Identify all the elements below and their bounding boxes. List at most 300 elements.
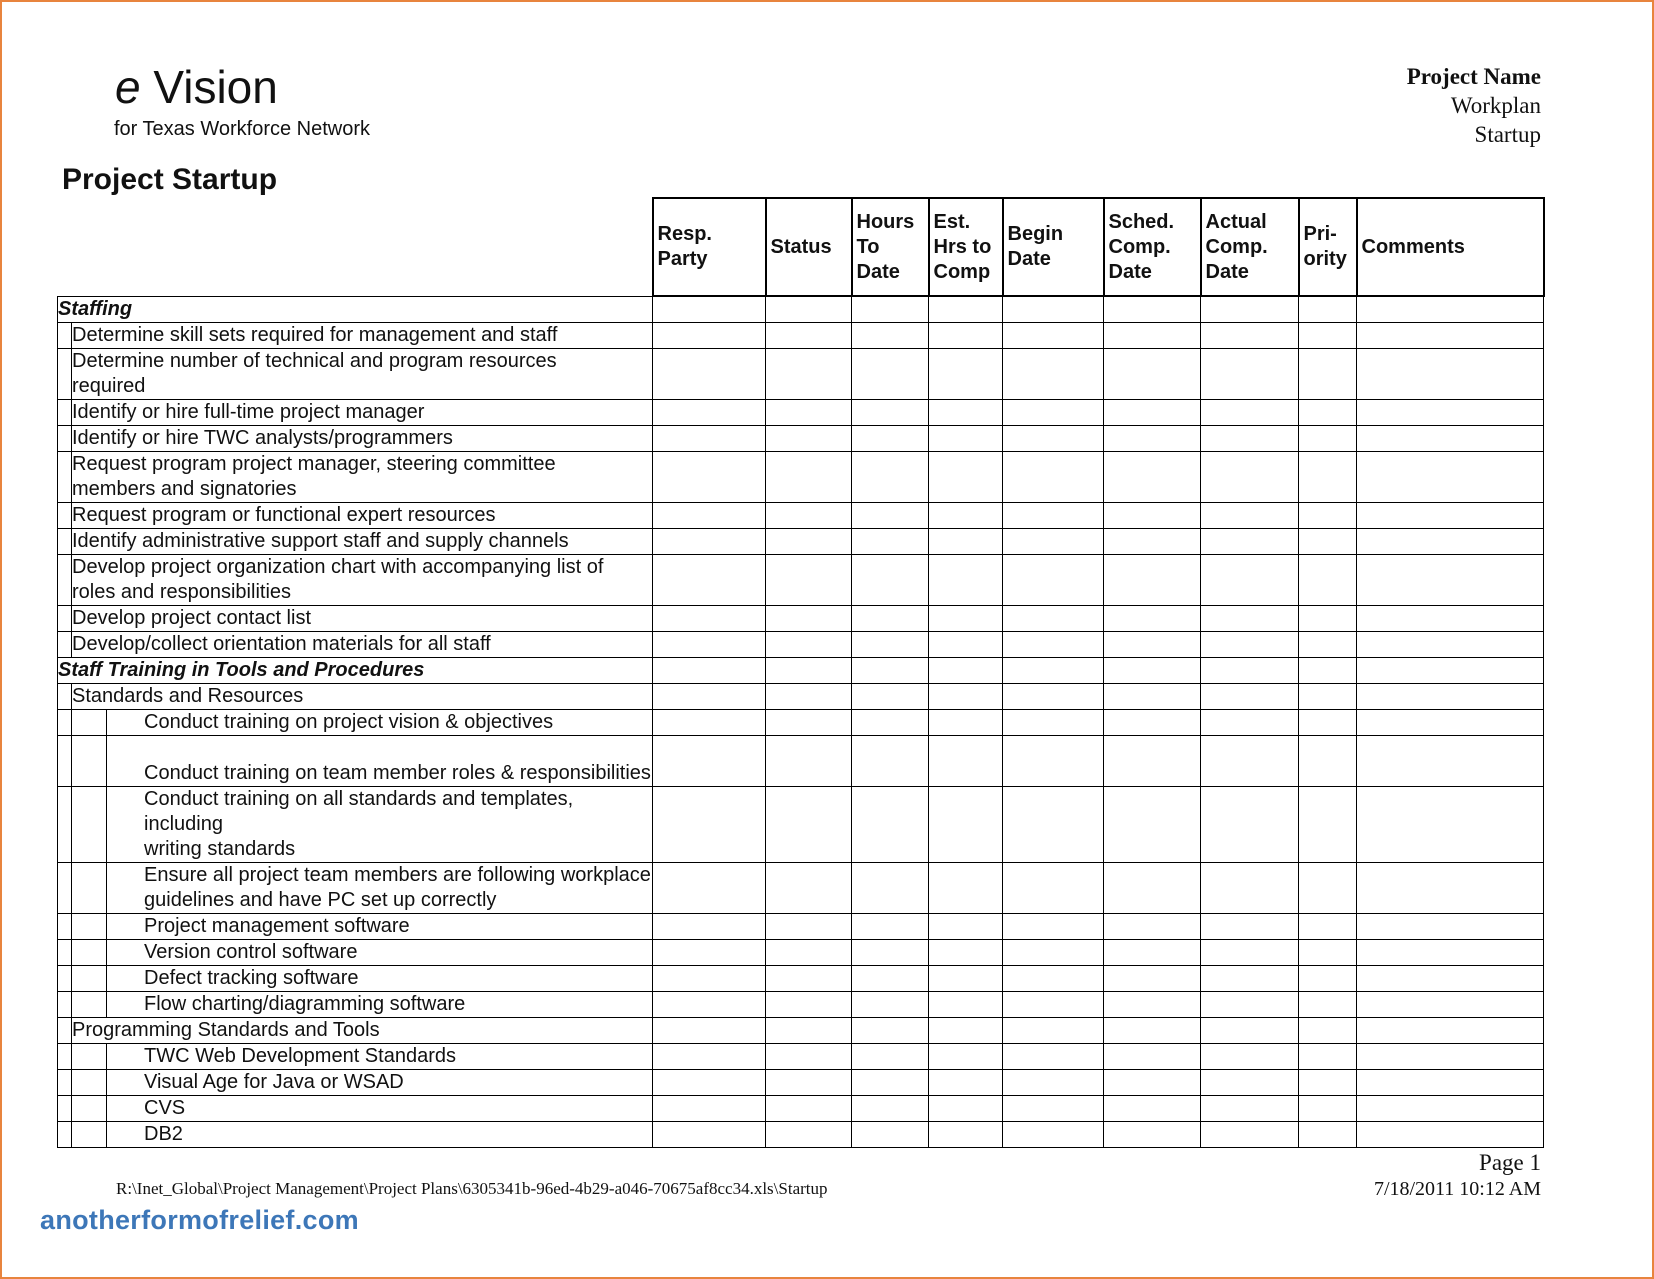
data-cell[interactable]: [1201, 554, 1299, 605]
data-cell[interactable]: [1003, 425, 1104, 451]
task-label-line: Identify or hire full-time project manager: [72, 400, 425, 423]
data-cell[interactable]: [1201, 631, 1299, 657]
data-cell[interactable]: [1299, 735, 1357, 786]
data-cell[interactable]: [852, 451, 929, 502]
data-cell[interactable]: [1357, 657, 1544, 683]
data-cell[interactable]: [929, 631, 1003, 657]
data-cell[interactable]: [1201, 1095, 1299, 1121]
data-cell[interactable]: [1104, 554, 1201, 605]
data-cell[interactable]: [929, 1121, 1003, 1147]
task-label-line: members and signatories: [72, 477, 297, 500]
task-label: [107, 991, 653, 1017]
data-cell[interactable]: [1299, 554, 1357, 605]
data-cell[interactable]: [766, 683, 852, 709]
data-cell[interactable]: [1299, 631, 1357, 657]
data-cell[interactable]: [766, 735, 852, 786]
data-cell[interactable]: [852, 425, 929, 451]
data-cell[interactable]: [1201, 1017, 1299, 1043]
data-cell[interactable]: [1104, 296, 1201, 322]
data-cell[interactable]: [1357, 1121, 1544, 1147]
task-label: [72, 1017, 653, 1043]
data-cell[interactable]: [1299, 965, 1357, 991]
column-header-line: Comp.: [1108, 235, 1171, 258]
task-label: [107, 709, 653, 735]
data-cell[interactable]: [1104, 786, 1201, 862]
data-cell[interactable]: [929, 683, 1003, 709]
task-label: [72, 399, 653, 425]
data-cell[interactable]: [1357, 709, 1544, 735]
data-cell[interactable]: [1201, 1069, 1299, 1095]
data-cell[interactable]: [1104, 528, 1201, 554]
data-cell[interactable]: [1299, 1095, 1357, 1121]
data-cell[interactable]: [1104, 399, 1201, 425]
data-cell[interactable]: [766, 1095, 852, 1121]
data-cell[interactable]: [1003, 1095, 1104, 1121]
data-cell[interactable]: [1299, 786, 1357, 862]
data-cell[interactable]: [1357, 683, 1544, 709]
column-header: [766, 198, 852, 296]
data-cell[interactable]: [929, 786, 1003, 862]
data-cell[interactable]: [1201, 913, 1299, 939]
data-cell[interactable]: [929, 913, 1003, 939]
task-row: [58, 913, 1544, 939]
data-cell[interactable]: [1104, 425, 1201, 451]
data-cell[interactable]: [1201, 991, 1299, 1017]
column-header-line: Sched.: [1108, 210, 1175, 233]
task-label: [107, 913, 653, 939]
data-cell[interactable]: [1201, 657, 1299, 683]
task-row: [58, 605, 1544, 631]
data-cell[interactable]: [1003, 631, 1104, 657]
data-cell[interactable]: [1299, 657, 1357, 683]
data-cell[interactable]: [929, 1017, 1003, 1043]
data-cell[interactable]: [852, 1017, 929, 1043]
task-label: [107, 862, 653, 913]
data-cell[interactable]: [1104, 502, 1201, 528]
data-cell[interactable]: [766, 296, 852, 322]
task-row: [58, 939, 1544, 965]
indent-cell: [58, 528, 72, 554]
data-cell[interactable]: [929, 528, 1003, 554]
task-label: [72, 348, 653, 399]
data-cell[interactable]: [1104, 1043, 1201, 1069]
data-cell[interactable]: [1201, 322, 1299, 348]
data-cell[interactable]: [852, 502, 929, 528]
data-cell[interactable]: [653, 939, 766, 965]
data-cell[interactable]: [1201, 605, 1299, 631]
data-cell[interactable]: [1299, 528, 1357, 554]
data-cell[interactable]: [1003, 991, 1104, 1017]
data-cell[interactable]: [852, 605, 929, 631]
data-cell[interactable]: [1299, 939, 1357, 965]
data-cell[interactable]: [1299, 991, 1357, 1017]
data-cell[interactable]: [1104, 1017, 1201, 1043]
data-cell[interactable]: [852, 528, 929, 554]
data-cell[interactable]: [852, 939, 929, 965]
data-cell[interactable]: [766, 862, 852, 913]
column-header: [1201, 198, 1299, 296]
data-cell[interactable]: [1003, 939, 1104, 965]
data-cell[interactable]: [852, 554, 929, 605]
data-cell[interactable]: [1003, 709, 1104, 735]
data-cell[interactable]: [653, 786, 766, 862]
data-cell[interactable]: [1003, 1121, 1104, 1147]
data-cell[interactable]: [852, 965, 929, 991]
data-cell[interactable]: [653, 451, 766, 502]
data-cell[interactable]: [766, 1043, 852, 1069]
data-cell[interactable]: [1003, 502, 1104, 528]
section-row: [58, 657, 1544, 683]
data-cell[interactable]: [929, 425, 1003, 451]
data-cell[interactable]: [1299, 451, 1357, 502]
data-cell[interactable]: [1299, 683, 1357, 709]
data-cell[interactable]: [929, 1069, 1003, 1095]
data-cell[interactable]: [1104, 939, 1201, 965]
column-header-line: ority: [1303, 248, 1347, 270]
data-cell[interactable]: [653, 1095, 766, 1121]
data-cell[interactable]: [1104, 605, 1201, 631]
task-label-line: Visual Age for Java or WSAD: [144, 1070, 404, 1093]
data-cell[interactable]: [766, 348, 852, 399]
data-cell[interactable]: [929, 991, 1003, 1017]
data-cell[interactable]: [766, 1121, 852, 1147]
data-cell[interactable]: [1357, 502, 1544, 528]
data-cell[interactable]: [766, 554, 852, 605]
indent-cell: [72, 939, 107, 965]
data-cell[interactable]: [929, 605, 1003, 631]
data-cell[interactable]: [1003, 913, 1104, 939]
task-label-line: Determine number of technical and program resources: [72, 349, 557, 372]
data-cell[interactable]: [1201, 296, 1299, 322]
task-label-line: Ensure all project team members are following workplace: [144, 863, 651, 886]
data-cell[interactable]: [1357, 528, 1544, 554]
data-cell[interactable]: [766, 1017, 852, 1043]
evision-logo: [115, 61, 278, 113]
print-datetime: 7/18/2011 10:12 AM: [1373, 1178, 1541, 1200]
data-cell[interactable]: [1104, 709, 1201, 735]
data-cell[interactable]: [1201, 735, 1299, 786]
data-cell[interactable]: [1104, 1121, 1201, 1147]
data-cell[interactable]: [1357, 631, 1544, 657]
data-cell[interactable]: [1104, 451, 1201, 502]
data-cell[interactable]: [929, 451, 1003, 502]
task-label-line: writing standards: [144, 837, 296, 860]
data-cell[interactable]: [1357, 554, 1544, 605]
data-cell[interactable]: [929, 322, 1003, 348]
task-row: [58, 451, 1544, 502]
data-cell[interactable]: [1003, 605, 1104, 631]
data-cell[interactable]: [766, 528, 852, 554]
data-cell[interactable]: [929, 862, 1003, 913]
data-cell[interactable]: [766, 1069, 852, 1095]
data-cell[interactable]: [929, 348, 1003, 399]
data-cell[interactable]: [1003, 322, 1104, 348]
data-cell[interactable]: [1003, 1017, 1104, 1043]
data-cell[interactable]: [1299, 913, 1357, 939]
data-cell[interactable]: [1003, 528, 1104, 554]
data-cell[interactable]: [1104, 348, 1201, 399]
data-cell[interactable]: [653, 862, 766, 913]
data-cell[interactable]: [1357, 1043, 1544, 1069]
task-row: [58, 965, 1544, 991]
data-cell[interactable]: [929, 735, 1003, 786]
data-cell[interactable]: [1299, 399, 1357, 425]
data-cell[interactable]: [1357, 939, 1544, 965]
data-cell[interactable]: [766, 991, 852, 1017]
data-cell[interactable]: [929, 709, 1003, 735]
column-header: [852, 198, 929, 296]
data-cell[interactable]: [653, 425, 766, 451]
data-cell[interactable]: [653, 399, 766, 425]
column-header: [1357, 198, 1544, 296]
data-cell[interactable]: [1104, 1095, 1201, 1121]
task-row: [58, 862, 1544, 913]
data-cell[interactable]: [1201, 502, 1299, 528]
data-cell[interactable]: [1299, 1121, 1357, 1147]
data-cell[interactable]: [852, 348, 929, 399]
data-cell[interactable]: [653, 502, 766, 528]
data-cell[interactable]: [1357, 399, 1544, 425]
data-cell[interactable]: [1003, 786, 1104, 862]
data-cell[interactable]: [1003, 683, 1104, 709]
data-cell[interactable]: [1003, 451, 1104, 502]
indent-cell: [58, 939, 72, 965]
data-cell[interactable]: [1357, 425, 1544, 451]
data-cell[interactable]: [653, 631, 766, 657]
indent-cell: [58, 399, 72, 425]
data-cell[interactable]: [766, 502, 852, 528]
data-cell[interactable]: [1104, 913, 1201, 939]
column-header: [1003, 198, 1104, 296]
data-cell[interactable]: [1201, 1121, 1299, 1147]
data-cell[interactable]: [1003, 1069, 1104, 1095]
data-cell[interactable]: [929, 965, 1003, 991]
data-cell[interactable]: [1299, 1069, 1357, 1095]
data-cell[interactable]: [653, 657, 766, 683]
data-cell[interactable]: [852, 991, 929, 1017]
data-cell[interactable]: [766, 939, 852, 965]
data-cell[interactable]: [1104, 862, 1201, 913]
data-cell[interactable]: [653, 965, 766, 991]
data-cell[interactable]: [1201, 399, 1299, 425]
task-label: [72, 554, 653, 605]
column-header-line: Comp: [933, 260, 991, 283]
data-cell[interactable]: [766, 657, 852, 683]
data-cell[interactable]: [1299, 862, 1357, 913]
data-cell[interactable]: [852, 657, 929, 683]
data-cell[interactable]: [1357, 735, 1544, 786]
task-label: [107, 1095, 653, 1121]
task-label-line: Develop project contact list: [72, 606, 312, 629]
data-cell[interactable]: [929, 939, 1003, 965]
indent-cell: [58, 502, 72, 528]
data-cell[interactable]: [1357, 1017, 1544, 1043]
data-cell[interactable]: [653, 683, 766, 709]
data-cell[interactable]: [1003, 862, 1104, 913]
data-cell[interactable]: [1104, 683, 1201, 709]
data-cell[interactable]: [1357, 1069, 1544, 1095]
data-cell[interactable]: [1104, 322, 1201, 348]
data-cell[interactable]: [1104, 1069, 1201, 1095]
data-cell[interactable]: [766, 913, 852, 939]
data-cell[interactable]: [653, 1121, 766, 1147]
data-cell[interactable]: [653, 1017, 766, 1043]
logo-subtitle: for Texas Workforce Network: [114, 118, 371, 140]
data-cell[interactable]: [1003, 735, 1104, 786]
data-cell[interactable]: [1003, 1043, 1104, 1069]
data-cell[interactable]: [653, 296, 766, 322]
data-cell[interactable]: [1003, 348, 1104, 399]
data-cell[interactable]: [766, 451, 852, 502]
indent-cell: [58, 683, 72, 709]
task-label: [107, 1121, 653, 1147]
data-cell[interactable]: [852, 1069, 929, 1095]
data-cell[interactable]: [852, 683, 929, 709]
data-cell[interactable]: [766, 425, 852, 451]
data-cell[interactable]: [1201, 1043, 1299, 1069]
data-cell[interactable]: [1201, 348, 1299, 399]
watermark: anotherformofrelief.com: [40, 1205, 359, 1235]
data-cell[interactable]: [1104, 991, 1201, 1017]
data-cell[interactable]: [852, 735, 929, 786]
data-cell[interactable]: [1299, 502, 1357, 528]
data-cell[interactable]: [929, 296, 1003, 322]
data-cell[interactable]: [1357, 965, 1544, 991]
data-cell[interactable]: [1357, 348, 1544, 399]
data-cell[interactable]: [1299, 605, 1357, 631]
indent-cell: [72, 709, 107, 735]
data-cell[interactable]: [1003, 399, 1104, 425]
data-cell[interactable]: [1299, 348, 1357, 399]
data-cell[interactable]: [1104, 631, 1201, 657]
data-cell[interactable]: [1357, 1095, 1544, 1121]
data-cell[interactable]: [852, 1095, 929, 1121]
column-header: [929, 198, 1003, 296]
column-header: [1104, 198, 1201, 296]
data-cell[interactable]: [1003, 554, 1104, 605]
data-cell[interactable]: [1357, 296, 1544, 322]
data-cell[interactable]: [1299, 709, 1357, 735]
data-cell[interactable]: [852, 913, 929, 939]
data-cell[interactable]: [1104, 965, 1201, 991]
data-cell[interactable]: [852, 1121, 929, 1147]
data-cell[interactable]: [766, 399, 852, 425]
column-header-line: Date: [1007, 248, 1051, 270]
data-cell[interactable]: [929, 399, 1003, 425]
data-cell[interactable]: [1104, 657, 1201, 683]
data-cell[interactable]: [653, 735, 766, 786]
column-header-line: To: [856, 235, 880, 258]
data-cell[interactable]: [852, 399, 929, 425]
data-cell[interactable]: [1357, 322, 1544, 348]
task-label-line: [144, 736, 652, 761]
indent-cell: [58, 1095, 72, 1121]
column-header-line: Status: [770, 235, 832, 258]
data-cell[interactable]: [1357, 451, 1544, 502]
data-cell[interactable]: [1201, 786, 1299, 862]
data-cell[interactable]: [929, 1095, 1003, 1121]
data-cell[interactable]: [766, 631, 852, 657]
column-header-line: Party: [657, 248, 708, 270]
data-cell[interactable]: [653, 1043, 766, 1069]
data-cell[interactable]: [653, 709, 766, 735]
data-cell[interactable]: [1357, 605, 1544, 631]
data-cell[interactable]: [929, 657, 1003, 683]
data-cell[interactable]: [1299, 1043, 1357, 1069]
data-cell[interactable]: [1201, 965, 1299, 991]
data-cell[interactable]: [1299, 425, 1357, 451]
data-cell[interactable]: [852, 631, 929, 657]
indent-cell: [72, 735, 107, 786]
data-cell[interactable]: [852, 786, 929, 862]
data-cell[interactable]: [1299, 296, 1357, 322]
page-number: Page 1: [1479, 1150, 1541, 1175]
task-label-line: Conduct training on all standards and templates, including: [144, 787, 574, 835]
data-cell[interactable]: [1003, 296, 1104, 322]
data-cell[interactable]: [1003, 965, 1104, 991]
data-cell[interactable]: [1201, 528, 1299, 554]
task-row: [58, 528, 1544, 554]
data-cell[interactable]: [1299, 322, 1357, 348]
task-row: [58, 1017, 1544, 1043]
data-cell[interactable]: [1357, 862, 1544, 913]
data-cell[interactable]: [653, 991, 766, 1017]
data-cell[interactable]: [766, 605, 852, 631]
data-cell[interactable]: [1003, 657, 1104, 683]
data-cell[interactable]: [852, 709, 929, 735]
data-cell[interactable]: [1104, 735, 1201, 786]
data-cell[interactable]: [653, 528, 766, 554]
data-cell[interactable]: [653, 605, 766, 631]
header-blank: [58, 198, 653, 296]
data-cell[interactable]: [653, 1069, 766, 1095]
data-cell[interactable]: [1357, 786, 1544, 862]
data-cell[interactable]: [929, 502, 1003, 528]
data-cell[interactable]: [1299, 1017, 1357, 1043]
task-label-line: Determine skill sets required for management and staff: [72, 323, 558, 346]
data-cell[interactable]: [1201, 683, 1299, 709]
data-cell[interactable]: [766, 709, 852, 735]
data-cell[interactable]: [929, 554, 1003, 605]
data-cell[interactable]: [766, 322, 852, 348]
data-cell[interactable]: [1201, 425, 1299, 451]
data-cell[interactable]: [653, 913, 766, 939]
section-row: [58, 296, 1544, 322]
data-cell[interactable]: [1357, 913, 1544, 939]
data-cell[interactable]: [852, 322, 929, 348]
sheet-label: Startup: [1474, 122, 1541, 147]
workplan-table: [57, 197, 1545, 1148]
data-cell[interactable]: [1201, 862, 1299, 913]
data-cell[interactable]: [653, 322, 766, 348]
indent-cell: [72, 991, 107, 1017]
indent-cell: [58, 322, 72, 348]
data-cell[interactable]: [653, 554, 766, 605]
data-cell[interactable]: [1201, 939, 1299, 965]
data-cell[interactable]: [852, 1043, 929, 1069]
data-cell[interactable]: [766, 965, 852, 991]
data-cell[interactable]: [653, 348, 766, 399]
data-cell[interactable]: [852, 296, 929, 322]
data-cell[interactable]: [1201, 709, 1299, 735]
data-cell[interactable]: [1201, 451, 1299, 502]
indent-cell: [58, 348, 72, 399]
data-cell[interactable]: [929, 1043, 1003, 1069]
data-cell[interactable]: [766, 786, 852, 862]
data-cell[interactable]: [1357, 991, 1544, 1017]
data-cell[interactable]: [852, 862, 929, 913]
task-label-line: guidelines and have PC set up correctly: [144, 888, 497, 911]
